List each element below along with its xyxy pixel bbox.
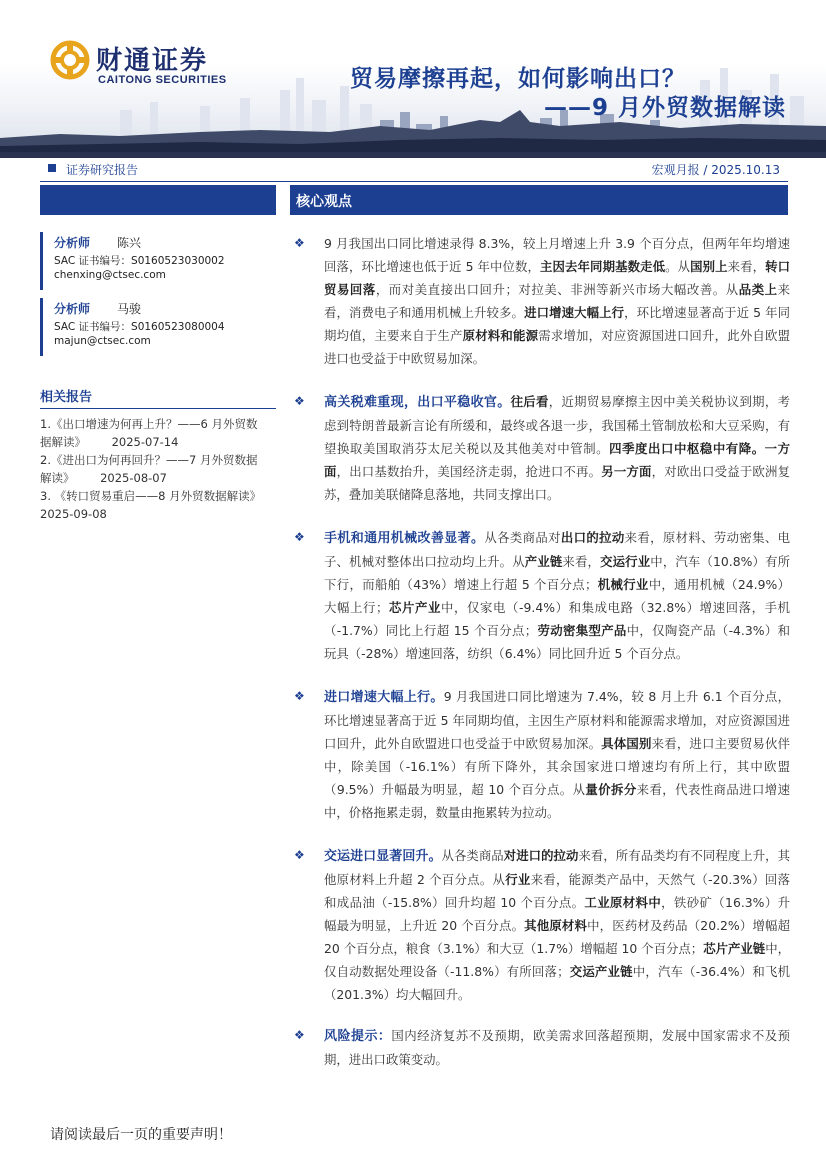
analyst-card: [40, 232, 276, 290]
diamond-bullet-icon: ❖: [294, 1028, 305, 1042]
bold-text: 具体国别: [601, 736, 652, 751]
text: 中，医药材及药品（20.2%）增幅超 20 个百分点，粮食（3.1%）和大豆（1.7%）增幅超 10 个百分点；: [324, 918, 790, 956]
logo-mark-icon: [50, 40, 90, 80]
item-heading: 进口增速大幅上行。: [324, 690, 444, 705]
related-report-line: 解读》 2025-08-07: [40, 471, 167, 485]
bold-text: 另一方面: [601, 464, 652, 479]
bold-text: 行业: [505, 872, 531, 887]
text: ，近期贸易摩擦主因中美关税协议到期，考虑到特朗普最新言论有所缓和，最终或各退一步，我国稀土管制放松和大豆采购，有望换取美国取消芬太尼关税以及其他美对中管制。: [324, 394, 790, 456]
text: 来看，: [562, 554, 601, 569]
text: 来看，消费电子和通用机械上升较多。: [324, 282, 791, 320]
core-view-item: [290, 1024, 790, 1071]
logo-name-en: CAITONG SECURITIES: [98, 74, 227, 86]
text: ，而对美直接出口回升；对拉美、非洲等新兴市场大幅改善。从: [375, 282, 739, 297]
text: 9 月我国出口同比增速录得 8.3%，较上月增速上升 3.9 个百分点，但两年年均增速回落，环比增速也低于近 5 年中位数，: [324, 236, 790, 274]
bold-text: 其他原材料: [524, 918, 588, 933]
core-view-item: [290, 526, 790, 665]
item-heading: 风险提示：: [324, 1029, 392, 1044]
text: ，出口基数抬升，美国经济走弱，抢进口不再。: [336, 464, 602, 479]
item-heading: 手机和通用机械改善显著。: [324, 531, 485, 546]
square-bullet-icon: [48, 164, 56, 172]
report-type: 证券研究报告: [66, 163, 139, 177]
logo-name-cn: 财通证券: [96, 46, 209, 76]
analyst-email[interactable]: chenxing@ctsec.com: [54, 269, 166, 281]
text: 来看，进口主要贸易伙伴中，除美国（-16.1%）有所下降外，其余国家进口增速均有所上行，其中欧盟（9.5%）升幅最为明显，超 10 个百分点。从: [324, 736, 791, 797]
text: 从各类商品: [441, 848, 504, 863]
text: 。从: [665, 259, 691, 274]
core-views-header: [290, 185, 788, 215]
core-view-item: [290, 390, 790, 506]
item-heading: 交运进口显著回升。: [324, 849, 442, 864]
bold-text: 进口增速大幅上行: [524, 305, 625, 320]
text: ，环比增速显著高于近 5 年同期均值，主要来自于生产: [324, 305, 791, 343]
bold-text: 产业链: [524, 554, 563, 569]
related-report-link[interactable]: [40, 451, 276, 487]
company-logo: [50, 38, 250, 94]
bold-text: 品类上: [738, 282, 778, 297]
related-report-line: 1.《出口增速为何再上升？——6 月外贸数: [40, 417, 258, 431]
analyst-role: 分析师: [54, 236, 91, 250]
related-reports-title: 相关报告: [40, 386, 276, 409]
disclaimer-notice: 请阅读最后一页的重要声明！: [50, 1127, 232, 1143]
text: ，铁砂矿（16.3%）升幅最为明显，上升近 20 个百分点。: [324, 895, 790, 933]
text: 来看，能源类产品中，天然气（-20.3%）回落和成品油（-15.8%）回升均超 10 个百分点。: [324, 872, 790, 910]
text: 从各类商品对: [484, 530, 561, 545]
bold-text: 劳动密集型产品: [537, 623, 627, 638]
analyst-name: 马骏: [117, 302, 142, 316]
text: 9 月我国进口同比增速为 7.4%，较 8 月上升 6.1 个百分点，环比增速显著高于近 5 年同期均值，主因生产原材料和能源需求增加，对应资源国进口回升，此外自欧盟进口也受益于中欧贸易加深。: [324, 689, 790, 751]
core-view-item: [290, 685, 790, 824]
bold-text: 出口的拉动: [560, 530, 625, 545]
bold-text: 量价拆分: [585, 782, 637, 797]
analyst-role: 分析师: [54, 302, 91, 316]
report-title: 贸易摩擦再起，如何影响出口？: [350, 66, 686, 92]
core-view-item: [290, 232, 790, 370]
text: 中，仅自动数据处理设备（-11.8%）有所回落；: [324, 941, 791, 979]
header-banner: [0, 0, 826, 158]
core-view-item: [290, 844, 790, 1006]
related-report-line: 3. 《转口贸易重启——8 月外贸数据解读》: [40, 489, 262, 503]
text: 中，仅家电（-9.4%）和集成电路（32.8%）增速回落，手机（-1.7%）同比上行超 15 个百分点；: [324, 600, 791, 638]
related-reports: [40, 386, 276, 523]
text: 中，汽车（-36.4%）和飞机（201.3%）均大幅回升。: [324, 964, 790, 1002]
analyst-card: [40, 298, 276, 356]
related-report-link[interactable]: [40, 487, 276, 523]
bold-text: 转口贸易回落: [324, 259, 791, 297]
text: 中，汽车（10.8%）有所下行，而船舶（43%）增速上行超 5 个百分点；: [324, 554, 791, 592]
related-report-link[interactable]: [40, 415, 276, 451]
text: 中，仅陶瓷产品（-4.3%）和玩具（-28%）增速回落，纺织（6.4%）同比回升近 5 个百分点。: [324, 623, 791, 661]
core-views-list: [290, 232, 790, 1071]
diamond-bullet-icon: ❖: [294, 530, 305, 544]
text: 来看，原材料、劳动密集、电子、机械对整体出口拉动均上升。从: [324, 530, 791, 569]
text: 需求增加，对应资源国进口回升，此外自欧盟进口也受益于中欧贸易加深。: [324, 328, 791, 366]
bold-text: 对进口的拉动: [503, 848, 579, 863]
text: 国内经济复苏不及预期，欧美需求回落超预期，发展中国家需求不及预期，进出口政策变动。: [324, 1028, 790, 1067]
report-subtitle: ——9 月外贸数据解读: [543, 95, 786, 121]
related-report-line: 据解读》 2025-07-14: [40, 435, 179, 449]
analyst-email[interactable]: majun@ctsec.com: [54, 335, 151, 347]
bold-text: 主因去年同期基数走低: [540, 259, 666, 274]
bold-text: 机械行业: [597, 577, 649, 592]
left-column-header-bar: [40, 185, 276, 215]
report-category-date: 宏观月报 / 2025.10.13: [651, 163, 780, 177]
analyst-name: 陈兴: [117, 236, 142, 250]
analyst-sac-number: SAC 证书编号：S0160523080004: [54, 321, 225, 333]
report-info-strip: [40, 160, 788, 182]
diamond-bullet-icon: ❖: [294, 394, 305, 408]
diamond-bullet-icon: ❖: [294, 689, 305, 703]
core-views-title: 核心观点: [296, 194, 352, 210]
related-reports-list: [40, 415, 276, 523]
diamond-bullet-icon: ❖: [294, 236, 305, 250]
bold-text: 原材料和能源: [462, 328, 539, 343]
related-report-line: 2025-09-08: [40, 507, 107, 521]
bold-text: 国别上: [690, 259, 728, 274]
text: 来看，所有品类均有不同程度上升，其他原材料上升超 2 个百分点。从: [324, 848, 791, 887]
bold-text: 交运行业: [600, 554, 651, 569]
diamond-bullet-icon: ❖: [294, 848, 305, 862]
bold-text: 芯片产业: [388, 600, 442, 615]
text: 来看，代表性商品进口增速中，价格拖累走弱，数量由拖累转为拉动。: [324, 782, 791, 820]
bold-text: 交运产业链: [569, 964, 633, 979]
bold-text: 工业原材料中: [584, 895, 662, 910]
related-report-line: 2.《进出口为何再回升？——7 月外贸数据: [40, 453, 258, 467]
item-heading: 高关税难重现，出口平稳收官。: [324, 395, 511, 410]
bold-text: 四季度出口中枢稳中有降。一方面: [324, 441, 791, 479]
text: 来看，: [727, 259, 766, 274]
bold-text: 往后看: [510, 394, 549, 409]
bold-text: 芯片产业链: [703, 941, 766, 956]
analyst-sac-number: SAC 证书编号：S0160523030002: [54, 255, 225, 267]
text: 中，通用机械（24.9%）大幅上行；: [324, 577, 790, 615]
text: ，对欧出口受益于欧洲复苏，叠加美联储降息落地，共同支撑出口。: [324, 464, 791, 502]
